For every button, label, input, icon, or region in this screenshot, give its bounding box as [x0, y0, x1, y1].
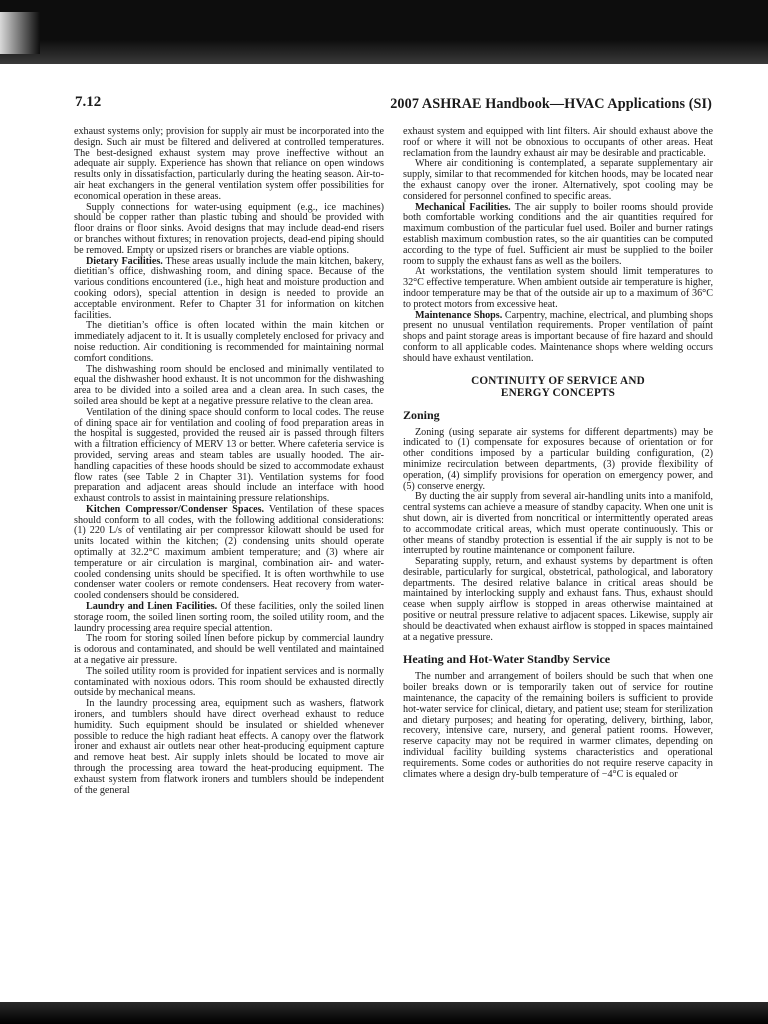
paragraph: By ducting the air supply from several air-handling units into a manifold, central systems can achieve a measure of standby capacity. When one unit is shut down, air is diverted from noncritical or intermittently operated areas to accommodate critical areas, which must operate continuously. This or other means of standby protection is essential if the air supply is not to be interrupted by routine maintenance or component failure.: [403, 491, 713, 557]
paragraph: At workstations, the ventilation system should limit temperatures to 32°C effective temperature. When ambient outside air temperature is higher, indoor temperature may be that of the outside air up to a maximum of 36°C to protect motors from excessive heat.: [403, 266, 713, 310]
section-heading: [403, 375, 713, 399]
paragraph: In the laundry processing area, equipment such as washers, flatwork ironers, and tumblers should have direct overhead exhaust to reduce humidity. Such equipment should be insulated or shielded whenever possible to reduce the high radiant heat effects. A canopy over the flatwork ironer and exhaust air outlets near other heat-producing equipment capture and remove heat best. Air supply inlets should be located to move air through the processing area toward the heat-producing equipment. The exhaust system from flatwork ironers and tumblers should be independent of the general: [74, 698, 384, 796]
paragraph: The soiled utility room is provided for inpatient services and is normally contaminated with noxious odors. This room should be exhausted directly outside by mechanical means.: [74, 665, 384, 699]
run-in-heading: Dietary Facilities.: [86, 255, 163, 267]
paragraph: Separating supply, return, and exhaust systems by department is often desirable, particularly for surgical, obstetrical, pathological, and laboratory departments. The desired relative balance in critical areas should be maintained by interlocking supply and exhaust fans. Thus, exhaust should cease when supply airflow is stopped in areas otherwise maintained at positive or neutral pressure relative to adjacent spaces. Likewise, supply air should be deactivated when exhaust airflow is stopped in spaces maintained at a negative pressure.: [403, 556, 713, 643]
run-in-heading: Kitchen Compressor/Condenser Spaces.: [86, 503, 265, 515]
right-column: [403, 127, 713, 780]
paragraph-text: These areas usually include the main kitchen, bakery, dietitian’s office, dishwashing room, and dining space. Because of the various conditions encountered (i.e., high heat and moisture production and cooking odors), special attention in design is needed to provide an acceptable environment. Refer to Chapter 31 for information on kitchen facilities.: [74, 255, 384, 321]
paragraph-mechanical: [403, 203, 713, 268]
paragraph-dietary: [74, 257, 384, 322]
paragraph: Ventilation of the dining space should conform to local codes. The reuse of dining space air for ventilation and cooling of food preparation areas in the hospital is suggested, provided the reused air is passed through filters with a filtration efficiency of MERV 13 or better. Where cafeteria service is provided, serving areas and steam tables are usually hooded. The air-handling capacities of these hoods should be sized to accommodate exhaust flow rates (see Table 2 in Chapter 31). Ventilation systems for food preparation and adjacent areas should include an interface with hood exhaust controls to assist in maintaining pressure relationships.: [74, 406, 384, 505]
paragraph-laundry: [74, 602, 384, 634]
scan-border-bottom: [0, 1002, 768, 1024]
paragraph: Where air conditioning is contemplated, a separate supplementary air supply, similar to that recommended for kitchen hoods, may be located near the exhaust canopy over the ironer. Alternatively, spot cooling may be considered for personnel confined to specific areas.: [403, 158, 713, 202]
paragraph-maintenance: [403, 311, 713, 365]
paragraph: Zoning (using separate air systems for different departments) may be indicated to (1) compensate for exposures because of orientation or for other conditions imposed by a particular building configuration, (2) minimize recirculation between departments, (3) provide flexibility of operation, (4) simplify provisions for operation on emergency power, and (5) conserve energy.: [403, 426, 713, 492]
paragraph: exhaust systems only; provision for supply air must be incorporated into the design. Such air must be filtered and delivered at controlled temperatures. The best-designed exhaust system may prove ineffective without an adequate air supply. Experience has shown that reliance on open windows results only in dissatisfaction, particularly during the heating season. Air-to-air heat exchangers in the general ventilation system offer possibilities for economical operation in these areas.: [74, 126, 384, 202]
paragraph: The dietitian’s office is often located within the main kitchen or immediately adjacent to it. It is usually completely enclosed for privacy and noise reduction. Air conditioning is recommended for maintaining normal comfort conditions.: [74, 320, 384, 364]
run-in-heading: Laundry and Linen Facilities.: [86, 601, 218, 613]
paragraph-text: Carpentry, machine, electrical, and plumbing shops present no unusual ventilation requirements. Proper ventilation of paint shops and paint storage areas is important because of fire hazard and should conform to all applicable codes. Maintenance shops where welding occurs should have exhaust ventilation.: [403, 309, 714, 364]
running-title: 2007 ASHRAE Handbook—HVAC Applications (SI): [390, 96, 712, 112]
section-heading-line1: CONTINUITY OF SERVICE AND: [471, 374, 645, 387]
paragraph-text: Of these facilities, only the soiled linen storage room, the soiled linen sorting room, the soiled utility room, and the laundry processing area require special attention.: [74, 601, 384, 634]
paragraph: Supply connections for water-using equipment (e.g., ice machines) should be copper rather than plastic tubing and should be provided with floor drains or floor sinks. Avoid designs that may include dead-end risers or branches without fixtures; in renovation projects, dead-end piping should be removed. Empty or upsized risers or branches are viable options.: [74, 201, 384, 256]
scan-border-top: [0, 0, 768, 64]
paragraph: exhaust system and equipped with lint filters. Air should exhaust above the roof or where it will not be obnoxious to occupants of other areas. Heat reclamation from the laundry exhaust air may be desirable and practicable.: [403, 126, 713, 159]
subheading-zoning: Zoning: [403, 407, 440, 422]
run-in-heading: Maintenance Shops.: [415, 309, 503, 321]
page-number: 7.12: [75, 94, 102, 110]
paragraph: The dishwashing room should be enclosed and minimally ventilated to equal the dishwasher hood exhaust. It is not uncommon for the dishwashing area to be divided into a soiled area and a clean area. In such cases, the soiled area should be kept at a negative pressure relative to the clean area.: [74, 363, 384, 407]
paragraph-text: The air supply to boiler rooms should provide both comfortable working conditions and the air quantities required for maximum combustion of the particular fuel used. Boiler and burner ratings establish maximum combustion rates, so the air quantities can be computed according to the type of fuel. Sufficient air must be supplied to the boiler room to supply the exhaust fans as well as the boilers.: [403, 201, 713, 267]
subheading-heating: Heating and Hot-Water Standby Service: [403, 652, 611, 667]
paragraph-kitchen: [74, 505, 384, 602]
paragraph-text: Ventilation of these spaces should conform to all codes, with the following additional considerations: (1) 220 L/s of ventilating air per compressor kilowatt should be used for units located within the kitchen; (2) condensing units should operate optimally at 32.2°C maximum ambient temperature; and (3) where air temperature or air circulation is marginal, combination air- and water-cooled condensing units should be specified. It is often worthwhile to use condenser water coolers or remote condensers. Heat recovery from water-cooled condensers should be considered.: [74, 503, 384, 602]
paragraph: The room for storing soiled linen before pickup by commercial laundry is odorous and contaminated, and should be well ventilated and maintained at a negative air pressure.: [74, 633, 384, 667]
left-column: [74, 127, 384, 796]
paragraph: The number and arrangement of boilers should be such that when one boiler breaks down or is temporarily taken out of service for routine maintenance, the capacity of the remaining boilers is sufficient to provide hot-water service for clinical, dietary, and patient use; steam for sterilization and dietary purposes; and heating for operating, delivery, birthing, labor, recovery, intensive care, nursery, and general patient rooms. However, reserve capacity may not be required in warmer climates, depending on individual facility building systems characteristics and operational requirements. Some codes or authorities do not require reserve capacity in climates where a design dry-bulb temperature of −4°C is equaled or: [403, 671, 713, 780]
section-heading-line2: ENERGY CONCEPTS: [500, 386, 616, 399]
run-in-heading: Mechanical Facilities.: [415, 201, 511, 213]
